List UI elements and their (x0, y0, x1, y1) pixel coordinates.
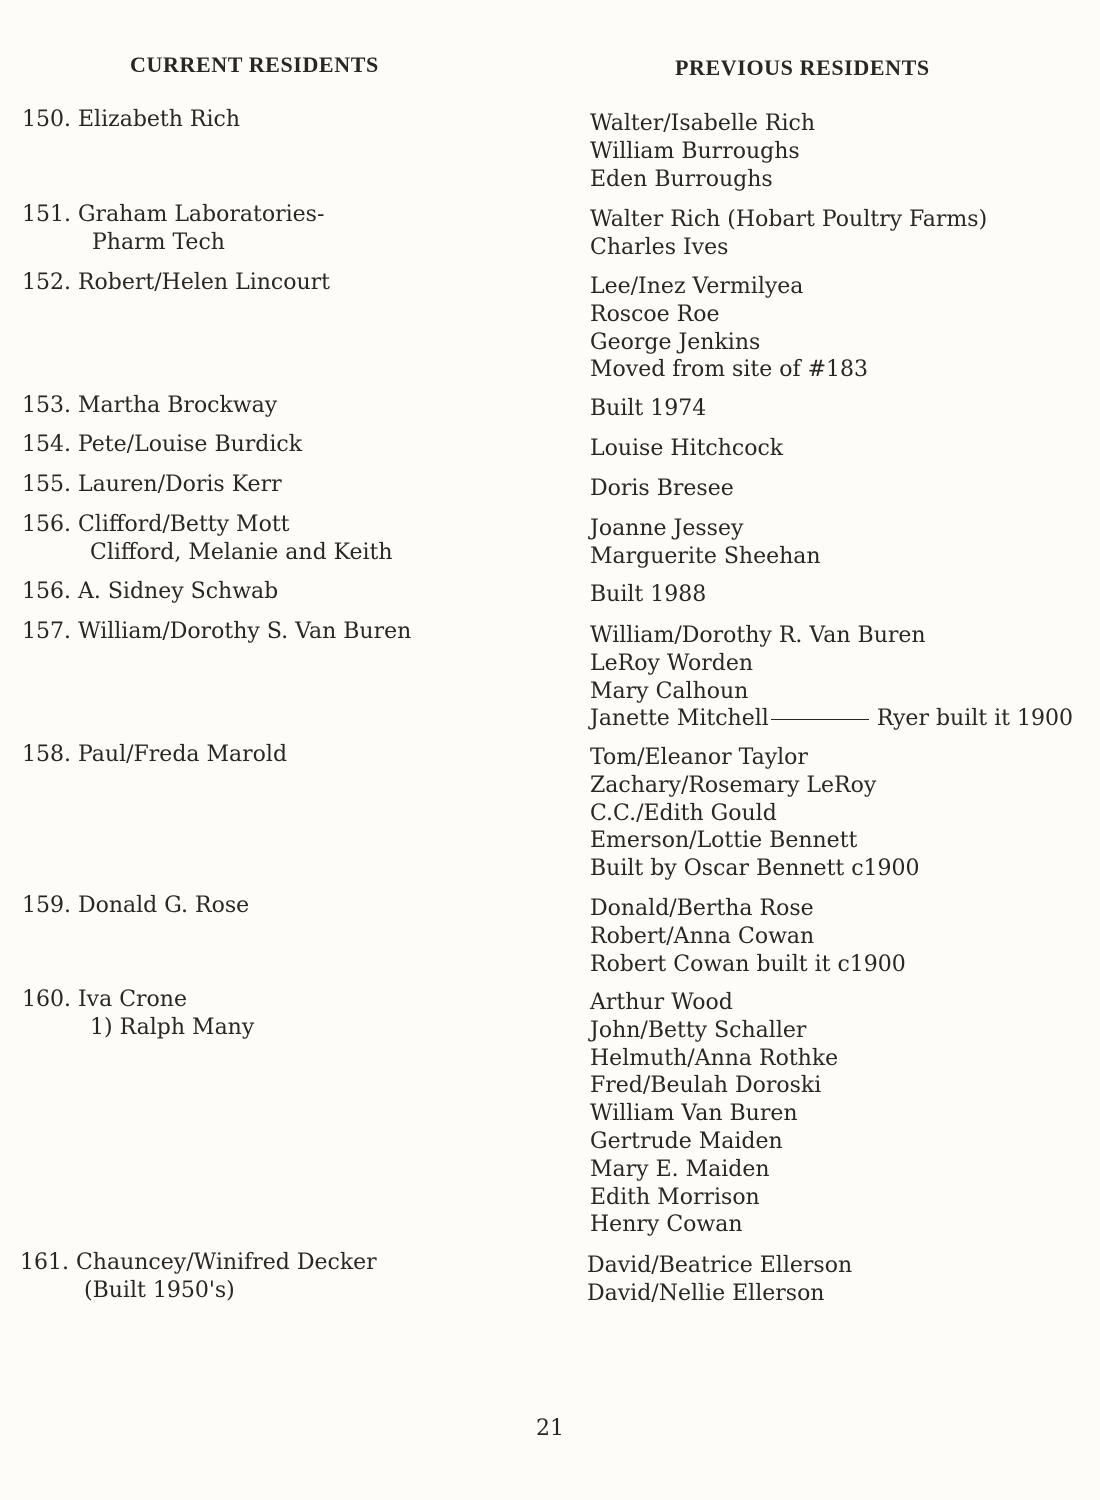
previous-resident-line: Eden Burroughs (590, 166, 773, 192)
current-resident-line: 155. Lauren/Doris Kerr (22, 472, 282, 497)
current-residents-cell (22, 986, 254, 1042)
previous-residents-cell (587, 1252, 852, 1308)
previous-resident-line: Walter Rich (Hobart Poultry Farms) (590, 207, 988, 232)
previous-resident-line: C.C./Edith Gould (590, 800, 777, 826)
current-resident-line: 158. Paul/Freda Marold (22, 742, 288, 767)
previous-resident-line: George Jenkins (590, 329, 761, 355)
previous-resident-line: William Burroughs (590, 138, 800, 164)
current-residents-cell (20, 1249, 377, 1305)
current-resident-line: 161. Chauncey/Winifred Decker (20, 1250, 377, 1275)
previous-residents-cell (590, 895, 906, 978)
previous-residents-cell (590, 395, 706, 423)
previous-resident-line: Arthur Wood (590, 990, 733, 1015)
previous-resident-line: Walter/Isabelle Rich (590, 111, 816, 136)
previous-resident-line: Edith Morrison (590, 1184, 760, 1210)
current-residents-cell (22, 431, 302, 459)
current-residents-cell (22, 741, 287, 769)
previous-resident-line: John/Betty Schaller (590, 1017, 807, 1043)
current-residents-cell (22, 106, 240, 134)
current-resident-line: (Built 1950's) (84, 1278, 235, 1303)
previous-resident-line: Built by Oscar Bennett c1900 (590, 856, 920, 882)
previous-resident-line (590, 705, 1073, 733)
current-residents-heading: CURRENT RESIDENTS (130, 52, 379, 77)
previous-residents-cell (590, 110, 815, 193)
previous-residents-cell (590, 475, 734, 503)
current-resident-line: 156. Clifford/Betty Mott (22, 512, 290, 537)
previous-resident-line: Mary E. Maiden (590, 1156, 770, 1182)
previous-residents-cell (590, 989, 838, 1239)
current-resident-line: 160. Iva Crone (22, 987, 187, 1012)
previous-resident-line: Charles Ives (590, 234, 729, 260)
previous-resident-line: Zachary/Rosemary LeRoy (590, 772, 877, 798)
current-resident-line: Clifford, Melanie and Keith (90, 540, 393, 565)
previous-resident-line: William/Dorothy R. Van Buren (590, 623, 926, 648)
current-residents-cell (22, 392, 277, 420)
previous-resident-line: Helmuth/Anna Rothke (590, 1045, 839, 1071)
previous-resident-line: Tom/Eleanor Taylor (590, 745, 808, 770)
current-resident-line: 154. Pete/Louise Burdick (22, 432, 303, 457)
previous-residents-cell (590, 515, 821, 571)
current-residents-cell (22, 892, 249, 920)
previous-resident-line: Built 1988 (590, 582, 707, 607)
previous-resident-name: Janette Mitchell (590, 706, 769, 732)
current-residents-cell (22, 201, 324, 257)
previous-resident-line: Gertrude Maiden (590, 1128, 783, 1154)
previous-resident-line: Henry Cowan (590, 1212, 743, 1238)
current-resident-line: Pharm Tech (92, 230, 225, 255)
current-resident-line: 150. Elizabeth Rich (22, 107, 241, 132)
previous-residents-cell (590, 622, 1073, 733)
page-number: 21 (536, 1416, 564, 1441)
previous-residents-heading: PREVIOUS RESIDENTS (675, 55, 930, 80)
previous-resident-line: Robert/Anna Cowan (590, 923, 815, 949)
current-residents-cell (22, 471, 282, 499)
previous-residents-cell (590, 273, 868, 384)
previous-residents-cell (590, 581, 706, 609)
current-residents-cell (22, 578, 278, 606)
previous-resident-line: Robert Cowan built it c1900 (590, 951, 906, 977)
previous-resident-line: Doris Bresee (590, 476, 734, 501)
build-note: Ryer built it 1900 (876, 706, 1073, 732)
current-residents-cell (22, 618, 411, 646)
previous-resident-line: Joanne Jessey (590, 516, 744, 541)
previous-resident-line: William Van Buren (590, 1101, 798, 1127)
previous-resident-line: Mary Calhoun (590, 678, 749, 704)
current-resident-line: 157. William/Dorothy S. Van Buren (22, 619, 412, 644)
previous-residents-cell (590, 435, 783, 463)
previous-resident-line: Louise Hitchcock (590, 436, 784, 461)
current-residents-cell (22, 269, 330, 297)
current-resident-line: 159. Donald G. Rose (22, 893, 250, 918)
previous-resident-line: LeRoy Worden (590, 650, 754, 676)
current-resident-line: 151. Graham Laboratories- (22, 202, 325, 227)
previous-resident-line: Emerson/Lottie Bennett (590, 828, 858, 854)
previous-resident-line: Marguerite Sheehan (590, 543, 821, 569)
previous-resident-line: Donald/Bertha Rose (590, 896, 814, 921)
previous-resident-line: Roscoe Roe (590, 301, 720, 327)
leader-line (771, 719, 869, 720)
previous-resident-line: Moved from site of #183 (590, 357, 869, 383)
previous-residents-cell (590, 744, 920, 883)
previous-resident-line: David/Nellie Ellerson (587, 1280, 825, 1306)
previous-resident-line: Lee/Inez Vermilyea (590, 274, 804, 299)
current-resident-line: 153. Martha Brockway (22, 393, 278, 418)
current-resident-line: 152. Robert/Helen Lincourt (22, 270, 330, 295)
previous-resident-line: Built 1974 (590, 396, 707, 421)
current-resident-line: 1) Ralph Many (90, 1015, 255, 1040)
previous-resident-line: Fred/Beulah Doroski (590, 1073, 822, 1099)
current-resident-line: 156. A. Sidney Schwab (22, 579, 279, 604)
current-residents-cell (22, 511, 393, 567)
previous-residents-cell (590, 206, 987, 262)
previous-resident-line: David/Beatrice Ellerson (587, 1253, 853, 1278)
